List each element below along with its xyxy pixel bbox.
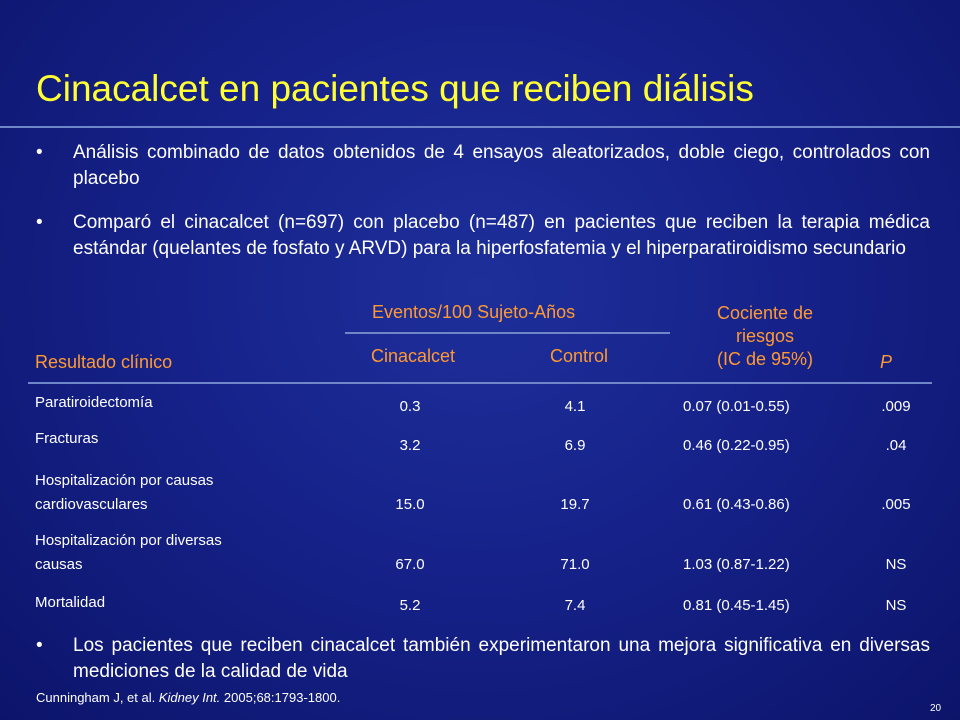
header-hr-line: Cociente de — [716, 303, 814, 323]
bullet-dot-icon: • — [36, 212, 43, 233]
row-outcome: Hospitalización por diversas — [35, 532, 222, 549]
citation-details: 2005;68:1793-1800. — [223, 690, 341, 705]
row-control: 71.0 — [560, 556, 590, 573]
header-hr-line: riesgos — [735, 326, 795, 346]
table-header-divider — [28, 382, 932, 384]
title-divider — [0, 126, 960, 128]
citation-authors: Cunningham J, et al. — [36, 690, 156, 705]
row-hazard-ratio: 0.07 (0.01-0.55) — [683, 398, 790, 415]
header-p-value: P — [880, 352, 893, 372]
header-outcome: Resultado clínico — [35, 352, 173, 372]
row-outcome: Hospitalización por causas — [35, 472, 214, 489]
slide-number: 20 — [930, 703, 942, 714]
row-cinacalcet: 5.2 — [399, 597, 421, 614]
slide-title: Cinacalcet en pacientes que reciben diálisis — [36, 68, 754, 109]
row-hazard-ratio: 0.81 (0.45-1.45) — [683, 597, 790, 614]
row-cinacalcet: 3.2 — [399, 437, 421, 454]
bullet-dot-icon: • — [36, 142, 43, 163]
row-outcome: Fracturas — [35, 430, 99, 447]
bullet-quality-of-life — [36, 633, 930, 685]
row-outcome-line2: causas — [35, 556, 83, 573]
bullet-text: Los pacientes que reciben cinacalcet también experimentaron una mejora significativa en diversas mediciones de la calidad de vida — [73, 635, 930, 682]
bullet-comparison — [36, 210, 930, 262]
row-hazard-ratio: 0.61 (0.43-0.86) — [683, 496, 790, 513]
events-group-divider — [345, 332, 670, 334]
row-p-value: NS — [885, 556, 907, 573]
row-outcome-line2: cardiovasculares — [35, 496, 148, 513]
row-control: 6.9 — [564, 437, 586, 454]
row-cinacalcet: 67.0 — [395, 556, 425, 573]
row-cinacalcet: 0.3 — [399, 398, 421, 415]
row-p-value: .005 — [881, 496, 911, 513]
header-control: Control — [550, 346, 609, 366]
header-hr-line: (IC de 95%) — [716, 349, 814, 369]
header-cinacalcet: Cinacalcet — [371, 346, 456, 366]
header-hazard-ratio — [680, 302, 850, 371]
row-outcome: Paratiroidectomía — [35, 394, 153, 411]
citation-journal: Kidney Int. — [158, 690, 221, 705]
bullet-dot-icon: • — [36, 635, 43, 656]
header-events-group: Eventos/100 Sujeto-Años — [372, 302, 576, 322]
row-control: 19.7 — [560, 496, 590, 513]
row-cinacalcet: 15.0 — [395, 496, 425, 513]
citation — [36, 690, 340, 705]
row-p-value: NS — [885, 597, 907, 614]
row-outcome: Mortalidad — [35, 594, 106, 611]
row-control: 4.1 — [564, 398, 586, 415]
bullet-text: Comparó el cinacalcet (n=697) con placebo (n=487) en pacientes que reciben la terapia médica estándar (quelantes de fosfato y ARVD) para la hiperfosfatemia y el hiperparatiroidismo secundario — [73, 212, 930, 259]
row-hazard-ratio: 0.46 (0.22-0.95) — [683, 437, 790, 454]
row-p-value: .04 — [885, 437, 907, 454]
bullet-text: Análisis combinado de datos obtenidos de 4 ensayos aleatorizados, doble ciego, controlados con placebo — [73, 142, 930, 189]
row-p-value: .009 — [881, 398, 911, 415]
row-control: 7.4 — [564, 597, 586, 614]
row-hazard-ratio: 1.03 (0.87-1.22) — [683, 556, 790, 573]
bullet-pooled-analysis — [36, 140, 930, 192]
